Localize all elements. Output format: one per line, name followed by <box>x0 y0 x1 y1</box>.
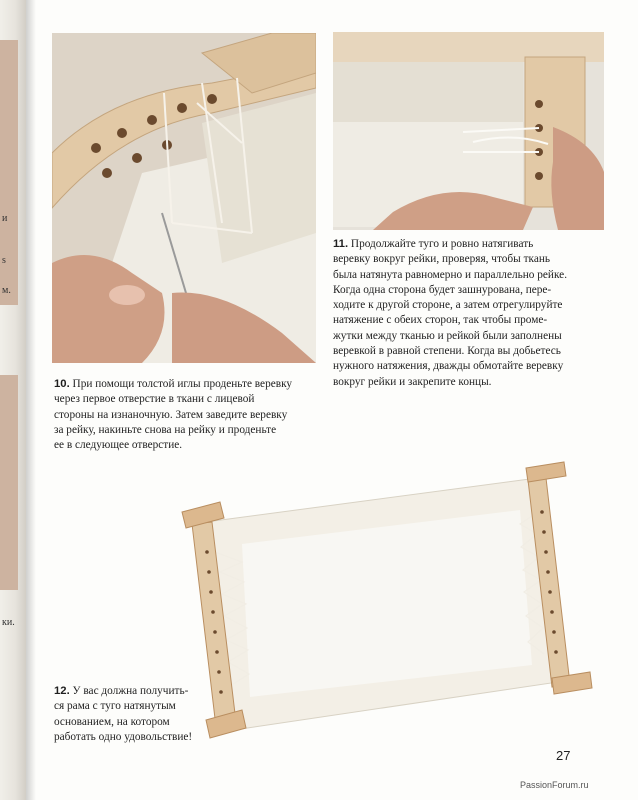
caption-line: работать одно удовольствие! <box>54 730 193 743</box>
photo-step-11 <box>333 32 604 230</box>
previous-page-fragment: s <box>2 255 6 266</box>
previous-page-photo <box>0 375 18 590</box>
caption-text: Продолжайте туго и ровно натягивать <box>350 238 534 250</box>
caption-line: была натянута равномерно и параллельно рейке. <box>333 268 568 281</box>
caption-step-11 <box>333 237 613 390</box>
caption-line: за рейку, накиньте снова на рейку и проденьте <box>54 423 277 436</box>
caption-line: через первое отверстие в ткани с лицевой <box>54 393 255 406</box>
watermark: PassionForum.ru <box>520 780 589 790</box>
caption-line <box>333 237 613 252</box>
caption-step-10 <box>54 377 334 453</box>
caption-line: веревку вокруг рейки, проверяя, чтобы ткань <box>333 253 551 266</box>
caption-line <box>54 684 214 699</box>
caption-line: ся рама с туго натянутым <box>54 700 176 713</box>
caption-text: При помощи толстой иглы проденьте веревку <box>72 378 293 390</box>
previous-page-fragment: м. <box>2 285 11 296</box>
caption-step-12 <box>54 684 214 745</box>
photo-step-12 <box>180 452 594 742</box>
photo-step-10 <box>52 33 316 363</box>
step-number: 11. <box>333 238 349 250</box>
caption-line <box>54 377 334 392</box>
caption-line: вокруг рейки и закрепите концы. <box>333 375 492 388</box>
caption-line: жутки между тканью и рейкой были заполнены <box>333 329 562 342</box>
caption-line: веревкой в равной степени. Когда вы добьетесь <box>333 345 561 358</box>
page-number: 27 <box>556 748 571 763</box>
caption-line: ходите к другой стороне, а затем отрегулируйте <box>333 299 563 312</box>
caption-line: Когда одна сторона будет зашнурована, пере- <box>333 283 552 296</box>
caption-line: стороны на изнаночную. Затем заведите веревку <box>54 408 288 421</box>
previous-page-fragment: и <box>2 213 8 224</box>
caption-line: нужного натяжения, дважды обмотайте веревку <box>333 360 564 373</box>
caption-text: У вас должна получить- <box>72 685 189 697</box>
caption-line: ее в следующее отверстие. <box>54 439 183 452</box>
caption-line: натяжение с обеих сторон, так чтобы проме- <box>333 314 548 327</box>
gutter-shadow <box>26 0 36 800</box>
step-number: 10. <box>54 378 70 390</box>
step-number: 12. <box>54 685 70 697</box>
previous-page-fragment: ки. <box>2 617 15 628</box>
caption-line: основанием, на котором <box>54 715 170 728</box>
